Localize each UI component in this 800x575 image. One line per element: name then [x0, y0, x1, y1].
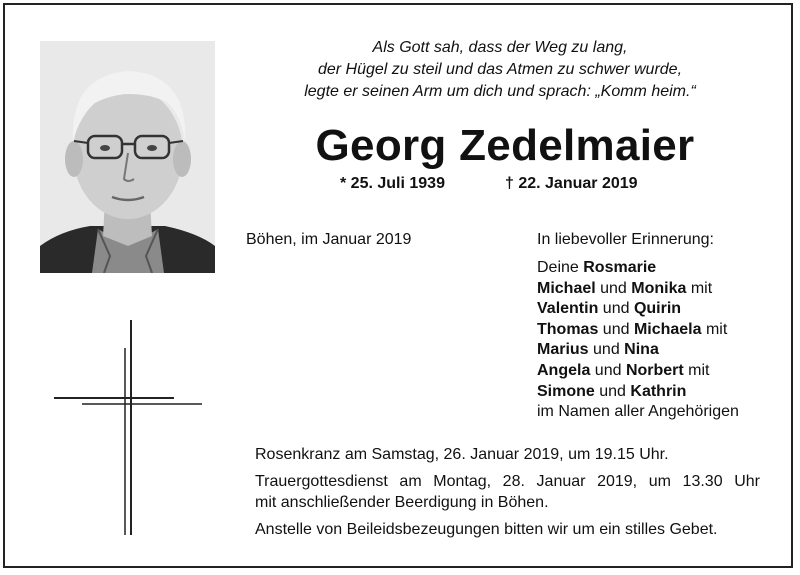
- memorial-poem: [260, 37, 740, 103]
- family-line: Thomas und Michaela mit: [537, 320, 728, 338]
- family-line: Simone und Kathrin: [537, 382, 687, 400]
- death-date: † 22. Januar 2019: [505, 175, 638, 192]
- service-info: [255, 444, 760, 540]
- family-line: Angela und Norbert mit: [537, 361, 710, 379]
- family-line: Michael und Monika mit: [537, 279, 713, 297]
- family-line: Deine Rosmarie: [537, 259, 657, 276]
- rosary-info: Rosenkranz am Samstag, 26. Januar 2019, um 19.15 Uhr.: [255, 446, 669, 463]
- memory-heading: In liebevoller Erinnerung:: [537, 231, 714, 248]
- poem-line: Als Gott sah, dass der Weg zu lang,: [372, 39, 628, 56]
- family-line: Marius und Nina: [537, 341, 659, 359]
- deceased-name: Georg Zedelmaier: [315, 121, 695, 170]
- family-list: [537, 258, 739, 423]
- family-line: Valentin und Quirin: [537, 300, 682, 318]
- family-line: im Namen aller Angehörigen: [537, 403, 739, 421]
- funeral-info-burial: mit anschließender Beerdigung in Böhen.: [255, 494, 549, 511]
- condolence-note: Anstelle von Beileidsbezeugungen bitten wir um ein stilles Gebet.: [255, 521, 718, 538]
- cross-icon: [50, 320, 210, 545]
- funeral-info: Trauergottesdienst am Montag, 28. Januar 2019, um 13.30 Uhr: [255, 473, 760, 490]
- birth-date: * 25. Juli 1939: [340, 175, 445, 192]
- poem-line: legte er seinen Arm um dich und sprach: „Komm heim.“: [304, 83, 696, 100]
- portrait-photo: [40, 41, 215, 273]
- place-and-date: Böhen, im Januar 2019: [246, 231, 412, 248]
- poem-line: der Hügel zu steil und das Atmen zu schwer wurde,: [317, 61, 683, 78]
